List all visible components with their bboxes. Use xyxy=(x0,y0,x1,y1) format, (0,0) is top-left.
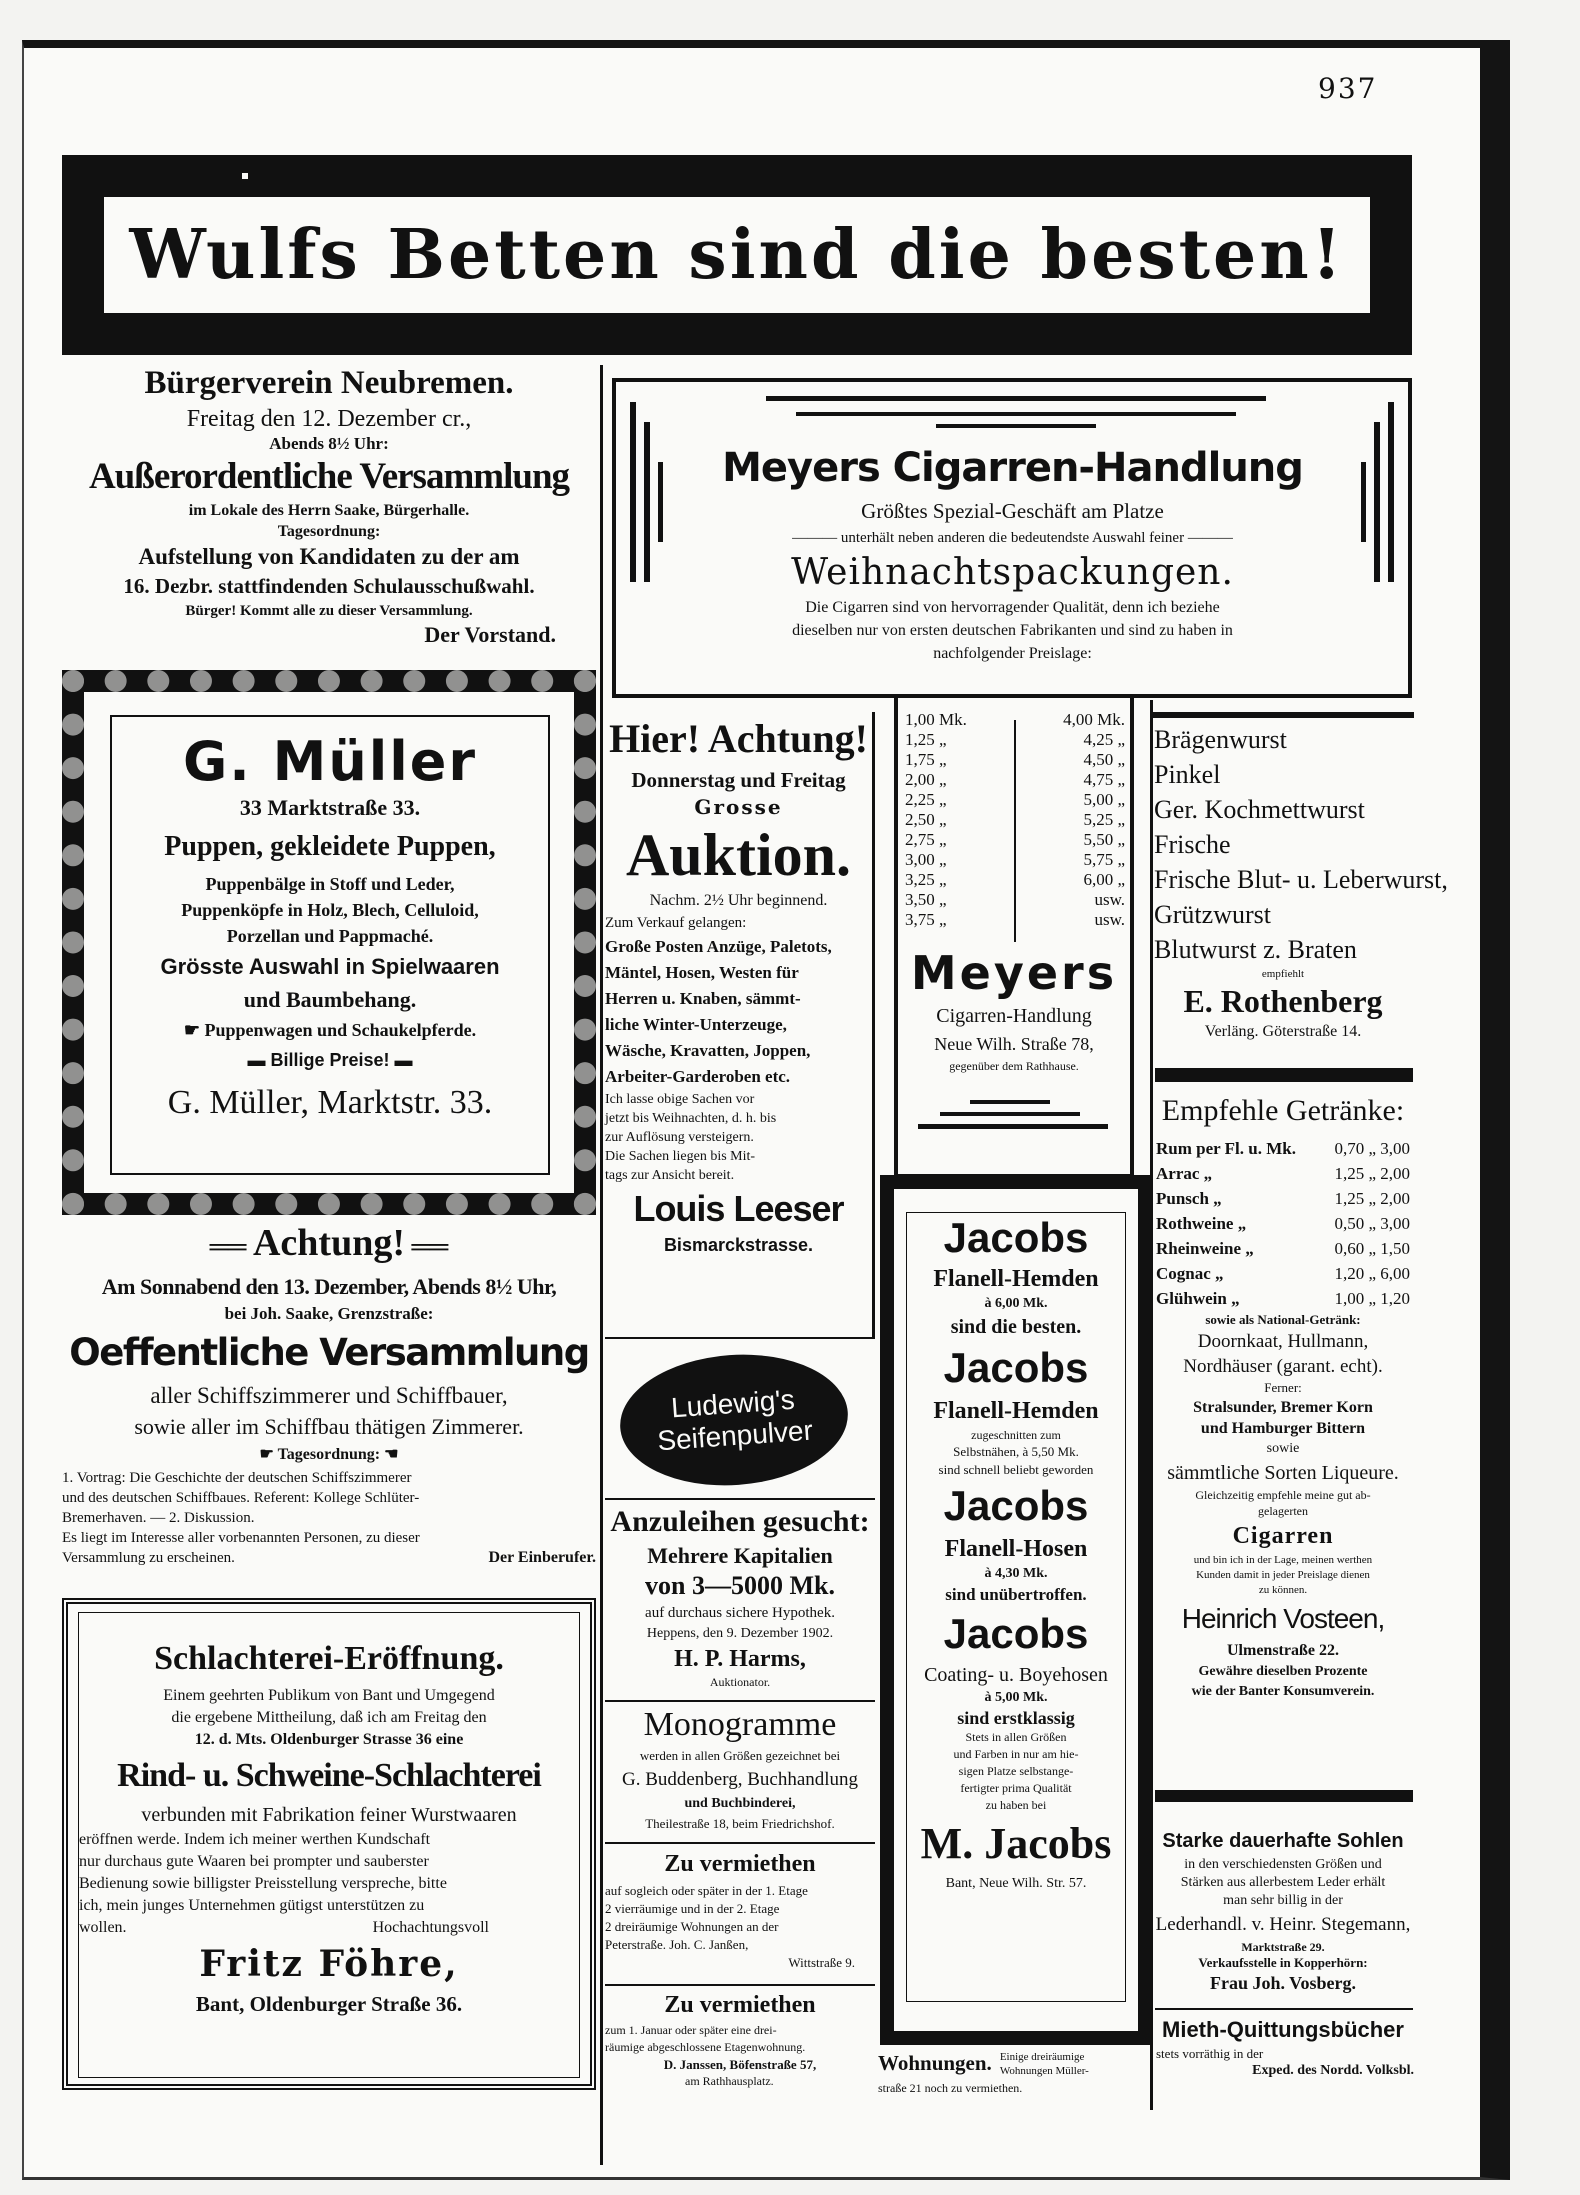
jacobs-d1c: sind die besten. xyxy=(950,1316,1082,1338)
auktion-line-1: Große Posten Anzüge, Paletots, xyxy=(605,937,832,956)
meyers-price-table xyxy=(905,710,1125,930)
getraenke-prices: 1,25 „ 2,00 xyxy=(1334,1164,1410,1183)
vermiethen1-line-4: Peterstraße. Joh. C. Janßen, xyxy=(605,1937,749,1952)
getraenke-row xyxy=(1152,1236,1414,1261)
vermiethen2-line-1: zum 1. Januar oder später eine drei- xyxy=(605,2023,777,2037)
rothenberg-item: Brägenwurst xyxy=(1154,725,1287,754)
mueller-line-7: ▬ Billige Preise! ▬ xyxy=(247,1050,413,1070)
price-left-row: 1,75 „ xyxy=(905,750,947,769)
getraenke-prices: 1,25 „ 2,00 xyxy=(1334,1189,1410,1208)
jacobs-d4f: sigen Platze selbstange- xyxy=(958,1764,1074,1778)
getraenke-line-10: gelagerten xyxy=(1258,1504,1308,1518)
getraenke-prices: 0,60 „ 1,50 xyxy=(1334,1239,1410,1258)
achtung-agenda-4: Es liegt im Interesse aller vorbenannten Personen, zu dieser xyxy=(62,1530,420,1546)
getraenke-prices: 0,70 „ 3,00 xyxy=(1334,1139,1410,1158)
rothenberg-item: Frische xyxy=(1154,830,1231,859)
auktion-headline: Auktion. xyxy=(625,822,852,888)
meyers-title: Meyers Cigarren-Handlung xyxy=(722,445,1303,491)
buergerverein-time: Abends 8½ Uhr: xyxy=(269,434,389,453)
getraenke-row xyxy=(1152,1136,1414,1161)
sohlen-line-1: in den verschiedensten Größen und xyxy=(1184,1857,1382,1872)
getraenke-item: Rheinweine „ xyxy=(1156,1239,1254,1258)
jacobs-d1b: à 6,00 Mk. xyxy=(984,1296,1048,1311)
buergerverein-call: Bürger! Kommt alle zu dieser Versammlung. xyxy=(185,603,473,619)
price-right-row: 4,75 „ xyxy=(1083,770,1125,789)
quittung-line-1: stets vorräthig in der xyxy=(1156,2046,1264,2061)
banner-wulfs xyxy=(62,155,1412,355)
auktion-name: Louis Leeser xyxy=(633,1188,844,1229)
schlachterei-p1: Einem geehrten Publikum von Bant und Umgegend xyxy=(163,1687,495,1704)
jacobs-d3a: Flanell-Hosen xyxy=(944,1536,1088,1562)
price-right-row: 4,25 „ xyxy=(1083,730,1125,749)
getraenke-item: Glühwein „ xyxy=(1156,1289,1240,1308)
ludewig-line-2: Seifenpulver xyxy=(656,1414,814,1457)
vermiethen2-title: Zu vermiethen xyxy=(664,1992,816,2018)
rothenberg-name: E. Rothenberg xyxy=(1183,983,1383,1019)
schlachterei-p4: eröffnen werde. Indem ich meiner werthen Kundschaft xyxy=(79,1831,431,1848)
mueller-line-6 xyxy=(112,1015,548,1045)
schlachterei-sub: verbunden mit Fabrikation feiner Wurstwaaren xyxy=(141,1804,517,1826)
quittung-title: Mieth-Quittungsbücher xyxy=(1162,2017,1404,2042)
getraenke-title: Empfehle Getränke: xyxy=(1161,1094,1405,1127)
auktion-line-8: jetzt bis Weihnachten, d. h. bis xyxy=(605,1111,777,1126)
meyers-name: Meyers xyxy=(910,946,1118,1000)
price-left-row: 1,00 Mk. xyxy=(905,710,967,729)
auktion-line-0: Zum Verkauf gelangen: xyxy=(605,915,747,931)
meyers-line-1-text: unterhält neben anderen die bedeutendste Auswahl feiner xyxy=(840,530,1185,546)
anleihen-title: Anzuleihen gesucht: xyxy=(610,1505,870,1538)
jacobs-d3b: à 4,30 Mk. xyxy=(984,1566,1048,1581)
getraenke-row xyxy=(1152,1261,1414,1286)
wohnungen-line-2: Wohnungen Müller- xyxy=(999,2065,1089,2077)
getraenke-line-1: sowie als National-Getränk: xyxy=(1205,1312,1361,1327)
auktion-line-9: zur Auflösung versteigern. xyxy=(605,1130,754,1145)
price-left-row: 2,25 „ xyxy=(905,790,947,809)
getraenke-price-1: 1,20 xyxy=(1334,1264,1365,1283)
getraenke-line-13: Kunden damit in jeder Preislage dienen xyxy=(1196,1569,1370,1581)
achtung-agenda-2: und des deutschen Schiffbaues. Referent: Kollege Schlüter- xyxy=(62,1490,420,1506)
price-left-row: 2,00 „ xyxy=(905,770,947,789)
getraenke-price-1: 0,60 xyxy=(1334,1239,1365,1258)
anleihen-line-3: auf durchaus sichere Hypothek. xyxy=(645,1605,835,1621)
jacobs-d4g: fertigter prima Qualität xyxy=(960,1781,1072,1795)
auktion-line-11: tags zur Ansicht bereit. xyxy=(605,1168,735,1183)
getraenke-row xyxy=(1152,1186,1414,1211)
sohlen-line-4: Lederhandl. v. Heinr. Stegemann, xyxy=(1155,1914,1411,1935)
jacobs-d4e: und Farben in nur am hie- xyxy=(953,1747,1079,1761)
price-right-row: 5,75 „ xyxy=(1083,850,1125,869)
jacobs-name: M. Jacobs xyxy=(920,1819,1112,1868)
auktion-title: Hier! Achtung! xyxy=(609,716,868,761)
monogramme-title: Monogramme xyxy=(643,1706,837,1743)
price-left-row: 3,50 „ xyxy=(905,890,947,909)
buergerverein-signed: Der Vorstand. xyxy=(424,622,556,647)
achtung-line-1: aller Schiffszimmerer und Schiffbauer, xyxy=(150,1383,508,1408)
meyers-name-sub: Cigarren-Handlung xyxy=(936,1005,1092,1027)
schlachterei-p7: ich, mein junges Unternehmen gütigst unterstützen zu xyxy=(79,1897,425,1914)
sohlen-line-5: Marktstraße 29. xyxy=(1241,1940,1325,1954)
meyers-sub: Größtes Spezial-Geschäft am Platze xyxy=(861,499,1164,523)
getraenke-name: Heinrich Vosteen, xyxy=(1181,1603,1385,1634)
achtung-agenda-label-text: Tagesordnung: xyxy=(277,1446,381,1463)
getraenke-address: Ulmenstraße 22. xyxy=(1227,1642,1339,1659)
jacobs-name-2: Jacobs xyxy=(943,1344,1089,1391)
getraenke-line-8: sämmtliche Sorten Liqueure. xyxy=(1167,1462,1399,1484)
price-right-row: 4,00 Mk. xyxy=(1063,710,1125,729)
vermiethen2-line-4: am Rathhausplatz. xyxy=(685,2074,774,2088)
jacobs-d4d: Stets in allen Größen xyxy=(965,1730,1067,1744)
price-right-row: 4,50 „ xyxy=(1083,750,1125,769)
jacobs-name-1: Jacobs xyxy=(943,1214,1089,1261)
jacobs-address: Bant, Neue Wilh. Str. 57. xyxy=(945,1876,1087,1891)
getraenke-price-1: 1,25 xyxy=(1334,1164,1365,1183)
schlachterei-p8: wollen. xyxy=(79,1919,127,1936)
price-right-row: 5,00 „ xyxy=(1083,790,1125,809)
getraenke-price-2: 1,20 xyxy=(1380,1289,1410,1308)
getraenke-row xyxy=(1152,1211,1414,1236)
getraenke-line-4: Ferner: xyxy=(1264,1380,1302,1395)
buergerverein-agenda-1: Aufstellung von Kandidaten zu der am xyxy=(138,544,520,569)
getraenke-line-12: und bin ich in der Lage, meinen werthen xyxy=(1193,1554,1373,1566)
sohlen-line-3: man sehr billig in der xyxy=(1223,1893,1343,1908)
jacobs-d2a: Flanell-Hemden xyxy=(933,1398,1099,1424)
wohnungen-line-3: straße 21 noch zu vermiethen. xyxy=(878,2081,1023,2095)
ad-monogramme xyxy=(605,1704,875,1839)
rothenberg-item: Pinkel xyxy=(1154,760,1221,789)
schlachterei-p2: die ergebene Mittheilung, daß ich am Freitag den xyxy=(171,1709,487,1726)
ad-quittung xyxy=(1152,2014,1414,2104)
getraenke-price-2: 2,00 xyxy=(1380,1164,1410,1183)
ad-buergerverein xyxy=(62,362,596,662)
buergerverein-date: Freitag den 12. Dezember cr., xyxy=(186,406,472,432)
pointing-hand-icon: ☛ xyxy=(183,1020,205,1040)
getraenke-price-2: 3,00 xyxy=(1380,1214,1410,1233)
buergerverein-title: Bürgerverein Neubremen. xyxy=(144,365,514,401)
auktion-time: Nachm. 2½ Uhr beginnend. xyxy=(649,892,828,909)
auktion-grosse: Grosse xyxy=(694,795,783,819)
getraenke-price-1: 0,50 xyxy=(1334,1214,1365,1233)
buergerverein-event: Außerordentliche Versammlung xyxy=(88,456,570,497)
sohlen-line-2: Stärken aus allerbestem Leder erhält xyxy=(1180,1875,1386,1890)
price-left-row: 2,50 „ xyxy=(905,810,947,829)
price-right-row: 5,50 „ xyxy=(1083,830,1125,849)
price-right-row: 6,00 „ xyxy=(1083,870,1125,889)
wohnungen-body xyxy=(1000,2050,1089,2078)
banner-title: Wulfs Betten sind die besten! xyxy=(129,215,1345,295)
jacobs-name-4: Jacobs xyxy=(943,1610,1089,1657)
schlachterei-p3: 12. d. Mts. Oldenburger Strasse 36 eine xyxy=(194,1731,464,1748)
getraenke-item: Arrac „ xyxy=(1156,1164,1213,1183)
price-right-row: usw. xyxy=(1094,910,1125,929)
schlachterei-name: Fritz Föhre, xyxy=(199,1943,459,1985)
getraenke-price-1: 1,25 xyxy=(1334,1189,1365,1208)
getraenke-item: Punsch „ xyxy=(1156,1189,1222,1208)
jacobs-d3c: sind unübertroffen. xyxy=(945,1585,1087,1604)
getraenke-row xyxy=(1152,1286,1414,1311)
jacobs-d4b: à 5,00 Mk. xyxy=(984,1690,1048,1705)
rothenberg-item: Blutwurst z. Braten xyxy=(1154,935,1357,964)
meyers-line-1: ——— unterhält neben anderen die bedeutendste Auswahl feiner ——— xyxy=(792,530,1233,546)
mueller-address: 33 Marktstraße 33. xyxy=(239,795,421,820)
achtung-agenda-5: Versammlung zu erscheinen. xyxy=(62,1550,235,1566)
getraenke-prices: 1,20 „ 6,00 xyxy=(1334,1264,1410,1283)
getraenke-price-2: 6,00 xyxy=(1380,1264,1410,1283)
ad-rothenberg xyxy=(1152,712,1448,1064)
anleihen-role: Auktionator. xyxy=(709,1675,771,1689)
double-bar-right: ══ xyxy=(405,1232,449,1261)
auktion-line-4: liche Winter-Unterzeuge, xyxy=(605,1015,787,1034)
ad-jacobs xyxy=(906,1212,1126,2002)
wohnungen-line-1: Einige dreiräumige xyxy=(999,2051,1085,2063)
auktion-days: Donnerstag und Freitag xyxy=(631,768,846,792)
banner-inner xyxy=(104,197,1370,313)
getraenke-line-9: Gleichzeitig empfehle meine gut ab- xyxy=(1195,1488,1371,1502)
getraenke-price-2: 3,00 xyxy=(1380,1139,1410,1158)
page-number: 937 xyxy=(1318,72,1378,105)
getraenke-line-16: wie der Banter Konsumverein. xyxy=(1191,1684,1375,1699)
auktion-address: Bismarckstrasse. xyxy=(663,1235,814,1255)
price-left-row: 2,75 „ xyxy=(905,830,947,849)
meyers-line-4: nachfolgender Preislage: xyxy=(933,645,1092,662)
getraenke-line-14: zu können. xyxy=(1258,1584,1308,1596)
anleihen-name: H. P. Harms, xyxy=(674,1646,806,1672)
achtung-place: bei Joh. Saake, Grenzstraße: xyxy=(224,1304,434,1323)
getraenke-row xyxy=(1152,1161,1414,1186)
achtung-line-2: sowie aller im Schiffbau thätigen Zimmerer. xyxy=(134,1414,524,1439)
jacobs-d2b: zugeschnitten zum xyxy=(971,1428,1061,1442)
anleihen-line-4: Heppens, den 9. Dezember 1902. xyxy=(646,1626,834,1641)
vermiethen2-line-3: D. Janssen, Böfenstraße 57, xyxy=(663,2057,817,2072)
quittung-line-2: Exped. des Nordd. Volksbl. xyxy=(1252,2063,1414,2078)
getraenke-price-2: 2,00 xyxy=(1380,1189,1410,1208)
price-right-row: 5,25 „ xyxy=(1083,810,1125,829)
wohnungen-title: Wohnungen. xyxy=(878,2051,992,2075)
anleihen-line-1: Mehrere Kapitalien xyxy=(647,1543,833,1568)
ad-mueller xyxy=(110,715,550,1175)
getraenke-line-2: Doornkaat, Hullmann, xyxy=(1197,1331,1369,1352)
mueller-line-4: Grösste Auswahl in Spielwaaren xyxy=(160,954,500,979)
price-left-row: 1,25 „ xyxy=(905,730,947,749)
vermiethen1-line-2: 2 vierräumige und in der 2. Etage xyxy=(605,1901,780,1916)
meyers-headline: Weihnachtspackungen. xyxy=(791,552,1234,593)
schlachterei-headline: Rind- u. Schweine-Schlachterei xyxy=(117,1757,541,1794)
ludewig-line-1: Ludewig's xyxy=(670,1383,796,1424)
getraenke-item: Rum per Fl. u. Mk. xyxy=(1156,1139,1296,1158)
jacobs-d1a: Flanell-Hemden xyxy=(933,1266,1099,1292)
schlachterei-title: Schlachterei-Eröffnung. xyxy=(154,1640,504,1677)
ad-vermiethen-1 xyxy=(605,1846,875,1981)
achtung-agenda-label: ☛ Tagesordnung: ☚ xyxy=(259,1446,399,1463)
ad-anleihen xyxy=(605,1502,875,1697)
schlachterei-p9: Hochachtungsvoll xyxy=(372,1919,489,1936)
schlachterei-closing-row xyxy=(79,1917,579,1939)
jacobs-d2c: Selbstnähen, à 5,50 Mk. xyxy=(953,1444,1079,1459)
ad-sohlen xyxy=(1152,1826,1414,2006)
wohnungen-line-3-wrap xyxy=(878,2080,1153,2100)
achtung-agenda-3: Bremerhaven. — 2. Diskussion. xyxy=(62,1510,255,1526)
price-left-row: 3,25 „ xyxy=(905,870,947,889)
mueller-headline: Puppen, gekleidete Puppen, xyxy=(164,831,496,862)
mueller-line-7-text: Billige Preise! xyxy=(270,1050,390,1070)
jacobs-d4h: zu haben bei xyxy=(985,1798,1047,1812)
monogramme-line-4: Theilestraße 18, beim Friedrichshof. xyxy=(645,1816,835,1831)
achtung-footer-row xyxy=(62,1548,596,1568)
auktion-line-6: Arbeiter-Garderoben etc. xyxy=(605,1067,791,1086)
schlachterei-p5: nur durchaus gute Waaren bei prompter und sauberster xyxy=(79,1853,429,1870)
getraenke-prices: 0,50 „ 3,00 xyxy=(1334,1214,1410,1233)
mueller-line-5: und Baumbehang. xyxy=(243,987,417,1012)
sohlen-title: Starke dauerhafte Sohlen xyxy=(1162,1830,1404,1852)
rothenberg-item: Frische Blut- u. Leberwurst, xyxy=(1154,865,1448,894)
getraenke-line-3: Nordhäuser (garant. echt). xyxy=(1183,1356,1383,1377)
vermiethen1-title: Zu vermiethen xyxy=(664,1851,816,1877)
price-divider xyxy=(1014,720,1016,942)
getraenke-prices: 1,00 „ 1,20 xyxy=(1334,1289,1410,1308)
mueller-name: G. Müller xyxy=(182,730,478,793)
jacobs-d2d: sind schnell beliebt geworden xyxy=(938,1462,1094,1477)
jacobs-d4a: Coating- u. Boyehosen xyxy=(924,1664,1108,1686)
rothenberg-address: Verläng. Göterstraße 14. xyxy=(1204,1023,1362,1040)
meyers-line-2: Die Cigarren sind von hervorragender Qualität, denn ich beziehe xyxy=(805,599,1220,616)
getraenke-list xyxy=(1152,1136,1414,1311)
rothenberg-recommends: empfiehlt xyxy=(1261,968,1305,980)
jacobs-name-3: Jacobs xyxy=(943,1482,1089,1529)
achtung-agenda-1: 1. Vortrag: Die Geschichte der deutschen Schiffszimmerer xyxy=(62,1470,412,1486)
getraenke-line-11: Cigarren xyxy=(1232,1523,1334,1549)
achtung-date: Am Sonnabend den 13. Dezember, Abends 8½ Uhr, xyxy=(101,1274,557,1299)
vermiethen2-line-2: räumige abgeschlossene Etagenwohnung. xyxy=(605,2040,806,2054)
jacobs-d4c: sind erstklassig xyxy=(957,1708,1075,1728)
ad-achtung-meeting xyxy=(62,1218,596,1590)
price-left-row: 3,75 „ xyxy=(905,910,947,929)
mueller-footer: G. Müller, Marktstr. 33. xyxy=(167,1084,493,1121)
buergerverein-location: im Lokale des Herrn Saake, Bürgerhalle. xyxy=(188,502,470,519)
monogramme-line-3: und Buchbinderei, xyxy=(684,1796,796,1811)
meyers-signature xyxy=(900,945,1128,1095)
getraenke-line-6: und Hamburger Bittern xyxy=(1200,1420,1366,1437)
achtung-title-text: Achtung! xyxy=(252,1222,406,1264)
buergerverein-agenda-label: Tagesordnung: xyxy=(277,523,381,540)
getraenke-price-1: 1,00 xyxy=(1334,1289,1365,1308)
meyers-prices-left xyxy=(905,710,1005,930)
getraenke-line-5: Stralsunder, Bremer Korn xyxy=(1193,1399,1373,1416)
vermiethen1-line-1: auf sogleich oder später in der 1. Etage xyxy=(605,1883,808,1898)
anleihen-line-2: von 3—5000 Mk. xyxy=(645,1571,835,1600)
price-left-row: 3,00 „ xyxy=(905,850,947,869)
rothenberg-item: Grützwurst xyxy=(1154,900,1271,929)
ad-auktion xyxy=(605,712,875,1337)
mueller-line-1: Puppenbälge in Stoff und Leder, xyxy=(205,874,455,894)
sohlen-line-7: Frau Joh. Vosberg. xyxy=(1209,1973,1357,1993)
double-bar-left: ══ xyxy=(209,1232,253,1261)
rothenberg-item: Ger. Kochmettwurst xyxy=(1154,795,1365,824)
monogramme-line-1: werden in allen Größen gezeichnet bei xyxy=(639,1748,841,1763)
auktion-line-5: Wäsche, Kravatten, Joppen, xyxy=(605,1041,811,1060)
meyers-address-2: gegenüber dem Rathhause. xyxy=(949,1059,1079,1073)
getraenke-line-7: sowie xyxy=(1266,1441,1300,1456)
achtung-event: Oeffentliche Versammlung xyxy=(69,1331,589,1374)
buergerverein-agenda-2: 16. Dezbr. stattfindenden Schulausschußwahl. xyxy=(123,574,535,598)
meyers-prices-right xyxy=(1025,710,1125,930)
meyers-address: Neue Wilh. Straße 78, xyxy=(934,1034,1094,1054)
meyers-line-3: dieselben nur von ersten deutschen Fabrikanten und sind zu haben in xyxy=(792,622,1233,639)
price-right-row: usw. xyxy=(1094,890,1125,909)
auktion-line-7: Ich lasse obige Sachen vor xyxy=(605,1092,755,1107)
getraenke-item: Cognac „ xyxy=(1156,1264,1224,1283)
mueller-line-3: Porzellan und Pappmaché. xyxy=(226,926,434,946)
schlachterei-address: Bant, Oldenburger Straße 36. xyxy=(195,1992,463,2016)
getraenke-line-15: Gewähre dieselben Prozente xyxy=(1198,1664,1368,1679)
ad-schlachterei xyxy=(78,1612,580,2078)
sohlen-line-6: Verkaufsstelle in Kopperhörn: xyxy=(1198,1955,1368,1970)
getraenke-price-1: 0,70 xyxy=(1334,1139,1365,1158)
rothenberg-items xyxy=(1152,722,1448,967)
ad-getraenke xyxy=(1152,1086,1414,1766)
vermiethen1-line-5: Wittstraße 9. xyxy=(788,1955,855,1970)
monogramme-line-2: G. Buddenberg, Buchhandlung xyxy=(621,1769,859,1790)
auktion-line-10: Die Sachen liegen bis Mit- xyxy=(605,1149,756,1164)
ad-vermiethen-2 xyxy=(605,1988,875,2103)
schlachterei-p6: Bedienung sowie billigster Preisstellung verspreche, bitte xyxy=(79,1875,447,1892)
mueller-line-2: Puppenköpfe in Holz, Blech, Celluloid, xyxy=(181,900,479,920)
auktion-line-3: Herren u. Knaben, sämmt- xyxy=(605,989,801,1008)
vermiethen1-line-3: 2 dreiräumige Wohnungen an der xyxy=(605,1919,779,1934)
mueller-line-6-text: Puppenwagen und Schaukelpferde. xyxy=(204,1020,477,1040)
getraenke-price-2: 1,50 xyxy=(1380,1239,1410,1258)
achtung-title xyxy=(62,1218,596,1272)
getraenke-item: Rothweine „ xyxy=(1156,1214,1247,1233)
ad-meyers-top xyxy=(680,440,1345,700)
achtung-signed: Der Einberufer. xyxy=(488,1549,596,1566)
auktion-line-2: Mäntel, Hosen, Westen für xyxy=(605,963,799,982)
